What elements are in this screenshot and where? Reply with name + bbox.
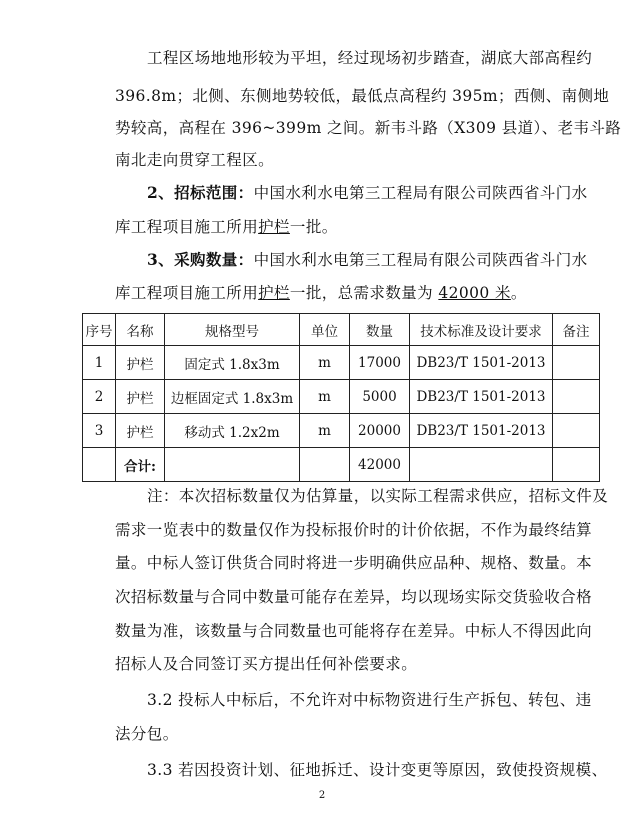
table-header-cell: 规格型号 bbox=[165, 314, 300, 346]
section-2-line bbox=[147, 183, 588, 203]
table-cell: 1 bbox=[83, 346, 116, 380]
table-cell: DB23/T 1501-2013 bbox=[410, 414, 553, 448]
table-cell: m bbox=[300, 380, 350, 414]
table-header-cell: 名称 bbox=[116, 314, 165, 346]
note-line: 次招标数量与合同中数量可能存在差异，均以现场实际交货验收合格 bbox=[115, 588, 593, 606]
table-cell: DB23/T 1501-2013 bbox=[410, 346, 553, 380]
table-cell: 2 bbox=[83, 380, 116, 414]
underlined-text: 42000 米 bbox=[438, 284, 511, 302]
table-cell: 固定式 1.8x3m bbox=[165, 346, 300, 380]
table-header-cell: 序号 bbox=[83, 314, 116, 346]
table-cell: 护栏 bbox=[116, 414, 165, 448]
table-cell bbox=[553, 380, 600, 414]
table-cell: m bbox=[300, 346, 350, 380]
table-cell bbox=[553, 346, 600, 380]
table-cell: 3 bbox=[83, 414, 116, 448]
underlined-text: 护栏 bbox=[258, 284, 290, 302]
total-value: 42000 bbox=[350, 448, 410, 482]
table-cell bbox=[553, 414, 600, 448]
section-2-heading: 2、招标范围： bbox=[147, 183, 254, 202]
table-cell: DB23/T 1501-2013 bbox=[410, 380, 553, 414]
section-3-line bbox=[147, 250, 588, 270]
paragraph-line: 南北走向贯穿工程区。 bbox=[115, 151, 275, 169]
section-3-3-line: 3.3 若因投资计划、征地拆迁、设计变更等原因，致使投资规模、 bbox=[147, 761, 608, 779]
section-2-text: 库工程项目施工所用 bbox=[115, 218, 259, 236]
table-cell bbox=[410, 448, 553, 482]
table-cell: 护栏 bbox=[116, 346, 165, 380]
table-cell: 护栏 bbox=[116, 380, 165, 414]
table-cell bbox=[553, 448, 600, 482]
note-line: 招标人及合同签订买方提出任何补偿要求。 bbox=[115, 655, 418, 673]
paragraph-line: 396.8m；北侧、东侧地势较低，最低点高程约 395m；西侧、南侧地 bbox=[115, 87, 610, 105]
note-line: 数量为准，该数量与合同数量也可能将存在差异。中标人不得因此向 bbox=[115, 622, 593, 640]
table-header-cell: 备注 bbox=[553, 314, 600, 346]
section-2-text: 中国水利水电第三工程局有限公司陕西省斗门水 bbox=[253, 184, 588, 202]
table-header-cell: 单位 bbox=[300, 314, 350, 346]
table-row bbox=[83, 380, 600, 414]
total-label: 合计: bbox=[116, 448, 165, 482]
note-line: 量。中标人签订供货合同时将进一步明确供应品种、规格、数量。本 bbox=[115, 554, 593, 572]
table-header-row bbox=[83, 314, 600, 346]
note-line: 需求一览表中的数量仅作为投标报价时的计价依据，不作为最终结算 bbox=[115, 521, 593, 539]
section-3-text: 中国水利水电第三工程局有限公司陕西省斗门水 bbox=[253, 251, 588, 269]
table-header-cell: 数量 bbox=[350, 314, 410, 346]
section-3-text: 库工程项目施工所用 bbox=[115, 284, 259, 302]
table-cell bbox=[83, 448, 116, 482]
table-row bbox=[83, 414, 600, 448]
paragraph-line: 工程区场地地形较为平坦，经过现场初步踏查，湖底大部高程约 bbox=[147, 49, 593, 67]
page-number: 2 bbox=[318, 790, 326, 801]
section-3-2-line: 法分包。 bbox=[115, 725, 179, 743]
section-3-2-line: 3.2 投标人中标后，不允许对中标物资进行生产拆包、转包、违 bbox=[147, 691, 592, 709]
note-line: 注：本次招标数量仅为估算量，以实际工程需求供应，招标文件及 bbox=[147, 487, 609, 505]
section-3-text: 。 bbox=[510, 284, 527, 302]
section-3-text: 一批，总需求数量为 bbox=[289, 284, 439, 302]
table-cell: 17000 bbox=[350, 346, 410, 380]
table-total-row bbox=[83, 448, 600, 482]
table-header-cell: 技术标准及设计要求 bbox=[410, 314, 553, 346]
section-3-heading: 3、采购数量： bbox=[147, 250, 254, 269]
section-2-text: 一批。 bbox=[289, 218, 338, 236]
table-row bbox=[83, 346, 600, 380]
underlined-text: 护栏 bbox=[258, 218, 290, 236]
table-cell: 移动式 1.2x2m bbox=[165, 414, 300, 448]
table-cell bbox=[165, 448, 300, 482]
section-2-line bbox=[115, 217, 338, 237]
table-cell: 20000 bbox=[350, 414, 410, 448]
paragraph-line: 势较高，高程在 396~399m 之间。新韦斗路（X309 县道）、老韦斗路 bbox=[115, 119, 622, 137]
table-cell: 5000 bbox=[350, 380, 410, 414]
procurement-table bbox=[82, 313, 600, 482]
section-3-line bbox=[115, 283, 527, 303]
table-cell bbox=[300, 448, 350, 482]
table-cell: 边框固定式 1.8x3m bbox=[165, 380, 300, 414]
table-cell: m bbox=[300, 414, 350, 448]
